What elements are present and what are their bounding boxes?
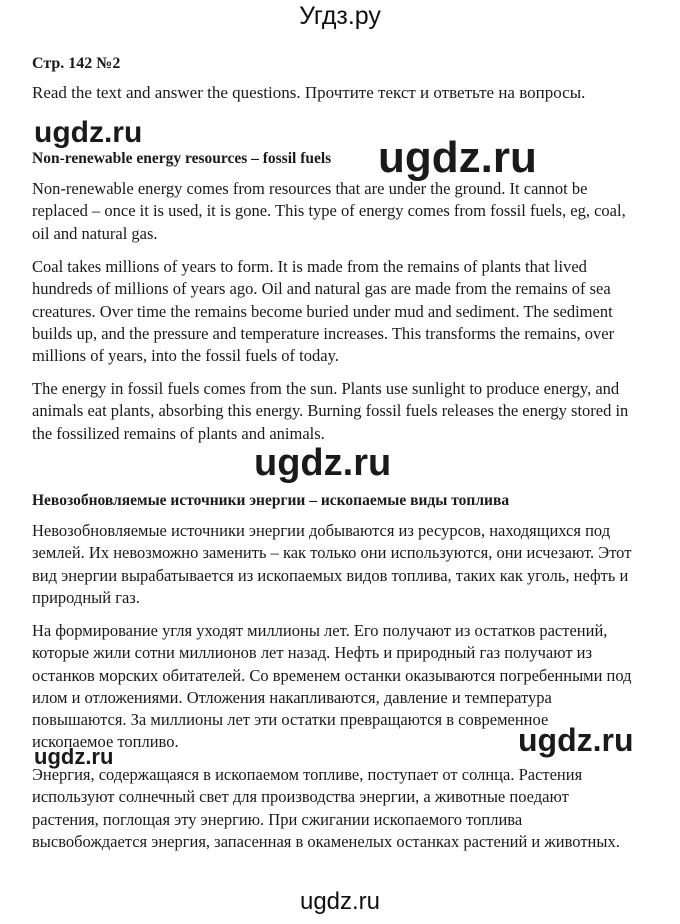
- russian-paragraph: Невозобновляемые источники энергии добываются из ресурсов, находящихся под землей. Их невозможно заменить – как только они используются, они исчезают. Этот вид энергии вырабатывается из ископаемых видов топлива, таких как уголь, нефть и природный газ.: [32, 521, 632, 607]
- footer-watermark: ugdz.ru: [299, 888, 381, 915]
- russian-paragraph: Энергия, содержащаяся в ископаемом топливе, поступает от солнца. Растения используют солнечный свет для производства энергии, а животные поедают растения, поглощая эту энергию. При сжигании ископаемого топлива высвобождается энергия, запасенная в окаменелых останках растений и животных.: [32, 765, 620, 851]
- site-title: Угдз.ру: [299, 2, 381, 30]
- watermark: ugdz.ru: [34, 116, 143, 149]
- russian-heading: Невозобновляемые источники энергии – ископаемые виды топлива: [32, 492, 510, 509]
- english-paragraph: The energy in fossil fuels comes from the sun. Plants use sunlight to produce energy, and animals eat plants, absorbing this energy. Burning fossil fuels releases the energy stored in the fossilized remains of plants and animals.: [32, 379, 629, 443]
- english-heading: Non-renewable energy resources – fossil fuels: [32, 150, 332, 167]
- instruction-text: Read the text and answer the questions. Прочтите текст и ответьте на вопросы.: [32, 83, 586, 102]
- english-paragraph: Coal takes millions of years to form. It is made from the remains of plants that lived hundreds of millions of years ago. Oil and natural gas are made from the remains of sea creatures. Over time the remains become buried under mud and sediment. The sediment builds up, and the pressure and temperature increases. This transforms the remains, over millions of years, into the fossil fuels of today.: [32, 257, 615, 366]
- page-reference: Стр. 142 №2: [32, 55, 121, 72]
- watermark: ugdz.ru: [254, 442, 392, 484]
- watermark: ugdz.ru: [518, 722, 634, 758]
- watermark: ugdz.ru: [378, 133, 537, 182]
- english-paragraph: Non-renewable energy comes from resources that are under the ground. It cannot be replaced – once it is used, it is gone. This type of energy comes from fossil fuels, eg, coal, oil and natural gas.: [32, 179, 626, 243]
- russian-paragraph: На формирование угля уходят миллионы лет. Его получают из остатков растений, которые жили сотни миллионов лет назад. Нефть и природный газ получают из останков морских обитателей. Со временем останки оказываются погребенными под илом и отложениями. Отложения накапливаются, давление и температура повышаются. За миллионы лет эти остатки превращаются в современное ископаемое топливо.: [32, 621, 632, 752]
- watermark: ugdz.ru: [34, 744, 114, 769]
